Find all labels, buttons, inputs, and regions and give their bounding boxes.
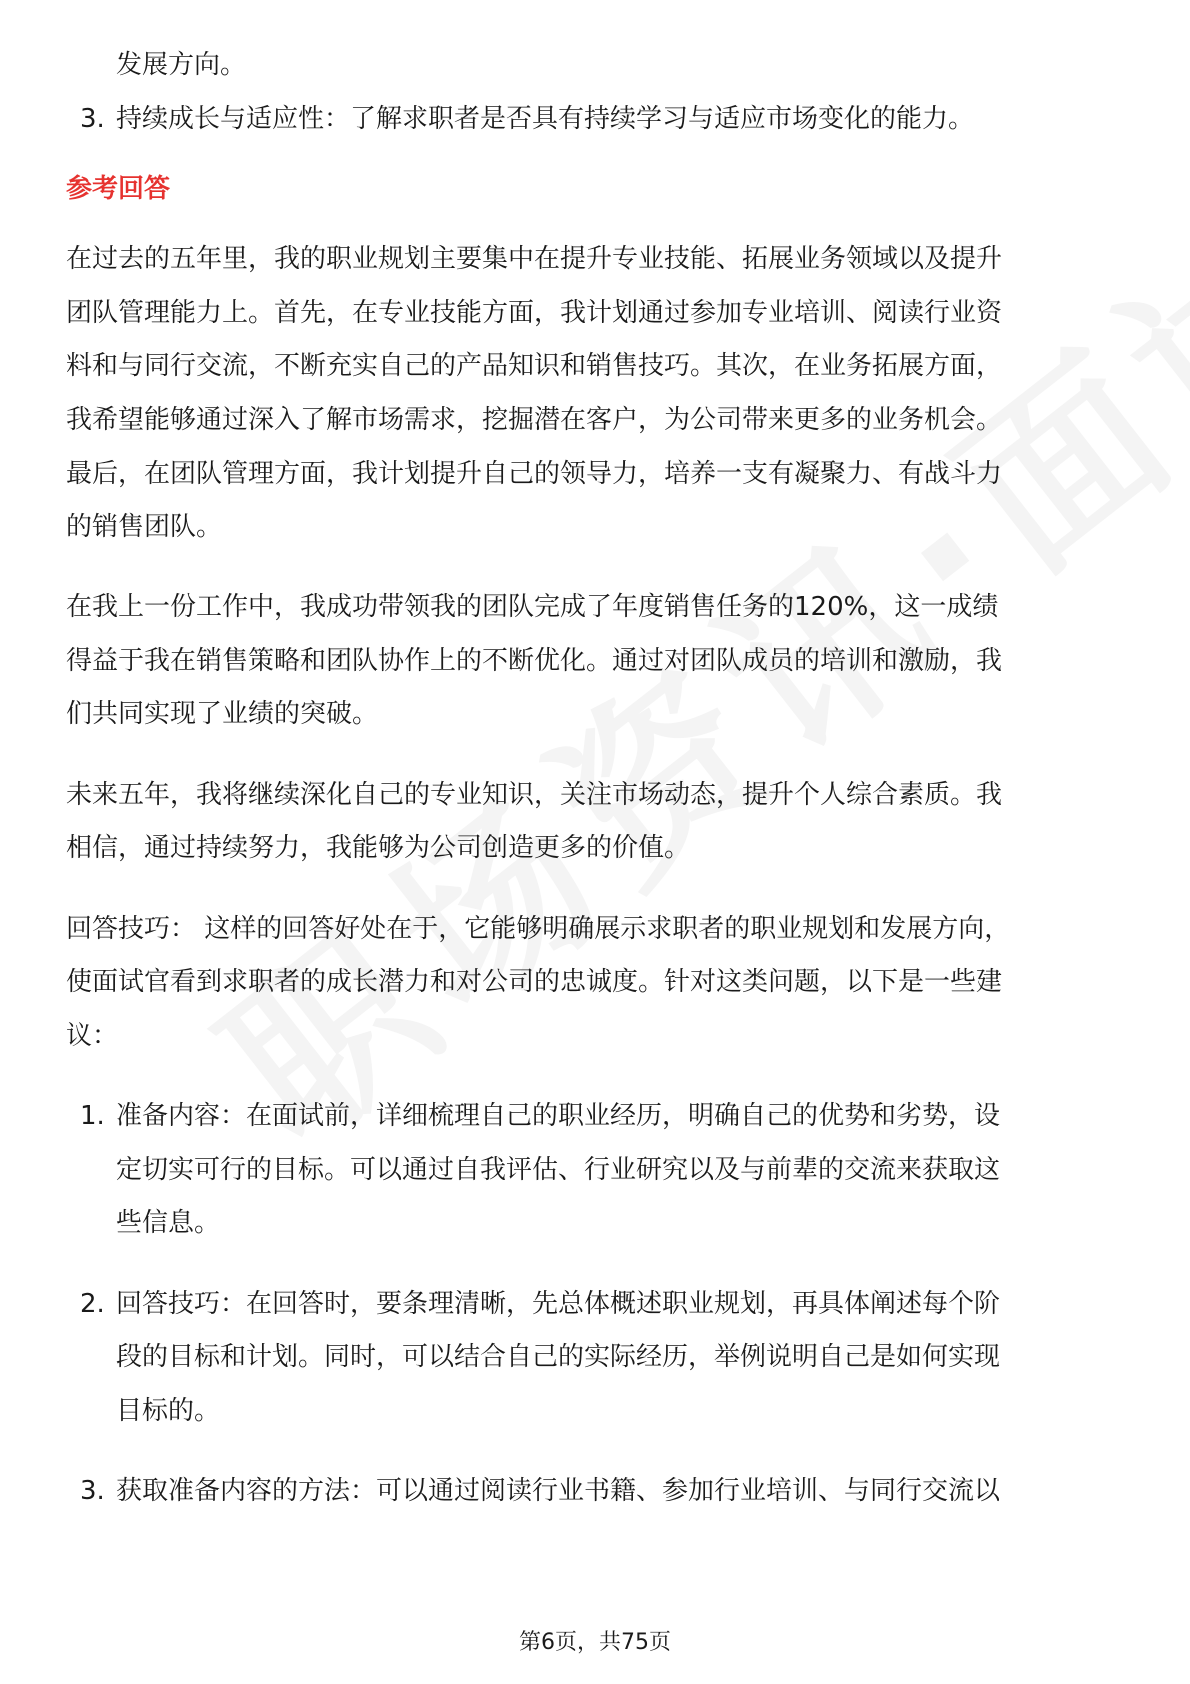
list-item-text: 持续成长与适应性：了解求职者是否具有持续学习与适应市场变化的能力。 bbox=[116, 104, 975, 134]
paragraph-line: 在过去的五年里，我的职业规划主要集中在提升专业技能、拓展业务领域以及提升 bbox=[66, 244, 1003, 274]
list-item-line: 准备内容：在面试前，详细梳理自己的职业经历，明确自己的优势和劣势，设 bbox=[116, 1101, 1001, 1131]
paragraph-line: 的销售团队。 bbox=[66, 512, 223, 542]
continuation-text: 发展方向。 bbox=[116, 50, 247, 80]
list-number: 3. bbox=[80, 1476, 105, 1506]
paragraph-line: 相信，通过持续努力，我能够为公司创造更多的价值。 bbox=[66, 833, 691, 863]
list-item-line: 段的目标和计划。同时，可以结合自己的实际经历，举例说明自己是如何实现 bbox=[116, 1342, 1001, 1372]
paragraph-line: 我希望能够通过深入了解市场需求，挖掘潜在客户，为公司带来更多的业务机会。 bbox=[66, 405, 1003, 435]
list-item-line: 定切实可行的目标。可以通过自我评估、行业研究以及与前辈的交流来获取这 bbox=[116, 1155, 1001, 1185]
list-item-line: 些信息。 bbox=[116, 1208, 221, 1238]
page-footer: 第6页，共75页 bbox=[519, 1630, 671, 1655]
list-item-line: 获取准备内容的方法：可以通过阅读行业书籍、参加行业培训、与同行交流以 bbox=[116, 1476, 1001, 1506]
paragraph-line: 使面试官看到求职者的成长潜力和对公司的忠诚度。针对这类问题，以下是一些建 bbox=[66, 967, 1003, 997]
paragraph-line: 团队管理能力上。首先，在专业技能方面，我计划通过参加专业培训、阅读行业资 bbox=[66, 298, 1003, 328]
list-number: 3. bbox=[80, 104, 105, 134]
list-number: 1. bbox=[80, 1101, 105, 1131]
paragraph-line: 在我上一份工作中，我成功带领我的团队完成了年度销售任务的120%，这一成绩 bbox=[66, 592, 999, 622]
paragraph-line: 回答技巧： 这样的回答好处在于，它能够明确展示求职者的职业规划和发展方向， bbox=[66, 914, 1011, 944]
list-item-line: 目标的。 bbox=[116, 1396, 221, 1426]
paragraph-line: 最后，在团队管理方面，我计划提升自己的领导力，培养一支有凝聚力、有战斗力 bbox=[66, 459, 1003, 489]
list-number: 2. bbox=[80, 1289, 105, 1319]
section-heading: 参考回答 bbox=[66, 174, 171, 204]
list-item-line: 回答技巧：在回答时，要条理清晰，先总体概述职业规划，再具体阐述每个阶 bbox=[116, 1289, 1001, 1319]
paragraph-line: 议： bbox=[66, 1021, 119, 1051]
paragraph-line: 料和与同行交流，不断充实自己的产品知识和销售技巧。其次，在业务拓展方面， bbox=[66, 351, 1003, 381]
paragraph-line: 得益于我在销售策略和团队协作上的不断优化。通过对团队成员的培训和激励，我 bbox=[66, 646, 1003, 676]
paragraph-line: 未来五年，我将继续深化自己的专业知识，关注市场动态，提升个人综合素质。我 bbox=[66, 780, 1003, 810]
paragraph-line: 们共同实现了业绩的突破。 bbox=[66, 699, 379, 729]
